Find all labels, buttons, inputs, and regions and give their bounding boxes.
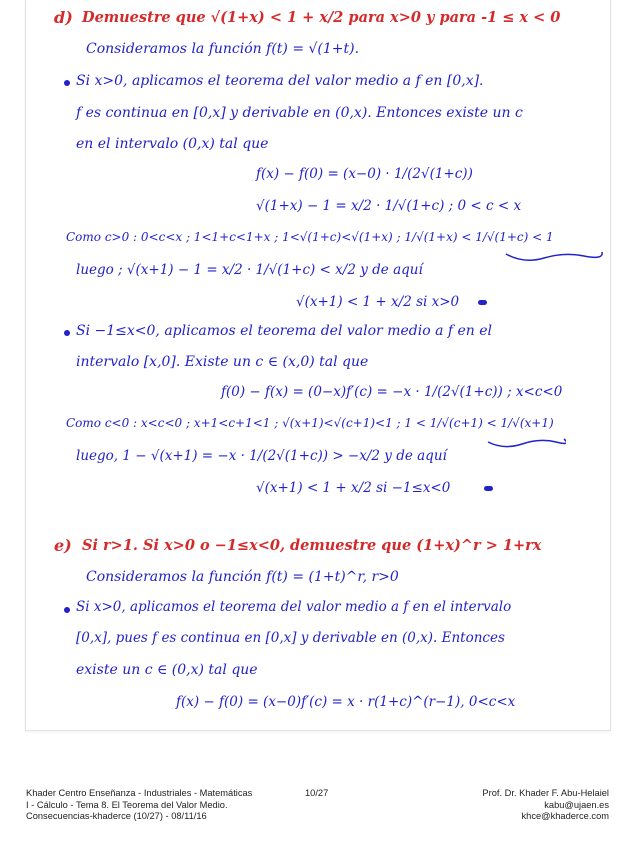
mvt-equation-e: f(x) − f(0) = (x−0)f′(c) = x · r(1+c)^(r−1), 0<c<x [176,694,516,710]
continuity-statement: f es continua en [0,x] y derivable en (0,x). Entonces existe un c [76,105,523,121]
footer-email-1: kabu@ujaen.es [544,799,609,810]
footer-page-number: 10/27 [305,788,329,798]
bullet-icon [64,330,70,336]
result-negative: √(x+1) < 1 + x/2 si −1≤x<0 [256,480,451,496]
function-definition: Consideramos la función f(t) = √(1+t). [86,41,360,57]
case-negative-intro: Si −1≤x<0, aplicamos el teorema del valor medio a f en el [76,323,493,339]
footer-email-2: khce@khaderce.com [521,811,609,821]
end-mark-icon [484,486,493,491]
interval-statement: en el intervalo (0,x) tal que [76,136,269,152]
bullet-icon [64,607,70,613]
luego-positive: luego ; √(x+1) − 1 = x/2 · 1/√(1+c) < x/2 y de aquí [76,262,423,278]
footer-author-block [482,788,609,823]
part-d-statement: Demuestre que √(1+x) < 1 + x/2 para x>0 y para -1 ≤ x < 0 [82,9,561,26]
part-d-label: d) [54,8,73,27]
sqrt-equation: √(1+x) − 1 = x/2 · 1/√(1+c) ; 0 < c < x [256,198,522,214]
bullet-icon [64,80,70,86]
luego-negative: luego, 1 − √(x+1) = −x · 1/(2√(1+c)) > −x/2 y de aquí [76,448,447,464]
footer-course-info: Khader Centro Enseñanza - Industriales - Matemáticas I - Cálculo - Tema 8. El Teorema del Valor Medio. Consecuencias-khaderce (10/27) - 08/11/16 [26,788,253,821]
inequality-chain-positive: Como c>0 : 0<c<x ; 1<1+c<1+x ; 1<√(1+c)<√(1+x) ; 1/√(1+x) < 1/√(1+c) < 1 [66,230,554,244]
result-positive: √(x+1) < 1 + x/2 si x>0 [296,294,460,310]
case-negative-interval: intervalo [x,0]. Existe un c ∈ (x,0) tal que [76,354,369,370]
note-page [25,0,611,731]
interval-statement-e: existe un c ∈ (0,x) tal que [76,662,258,678]
page-footer [0,788,635,848]
inequality-chain-negative: Como c<0 : x<c<0 ; x+1<c+1<1 ; √(x+1)<√(c+1)<1 ; 1 < 1/√(c+1) < 1/√(x+1) [66,416,554,430]
part-e-label: e) [54,536,72,555]
end-mark-icon [478,300,487,305]
case-positive-intro: Si x>0, aplicamos el teorema del valor medio a f en [0,x]. [76,73,484,89]
mvt-equation-negative: f(0) − f(x) = (0−x)f′(c) = −x · 1/(2√(1+c)) ; x<c<0 [221,384,563,400]
underline-wave-icon [486,436,566,452]
function-definition-e: Consideramos la función f(t) = (1+t)^r, r>0 [86,569,399,585]
part-e-statement: Si r>1. Si x>0 o −1≤x<0, demuestre que (1+x)^r > 1+rx [82,537,542,554]
footer-author: Prof. Dr. Khader F. Abu-Helaiel [482,788,609,798]
mvt-equation: f(x) − f(0) = (x−0) · 1/(2√(1+c)) [256,166,473,182]
case-positive-intro-e: Si x>0, aplicamos el teorema del valor medio a f en el intervalo [76,599,512,615]
continuity-statement-e: [0,x], pues f es continua en [0,x] y derivable en (0,x). Entonces [76,630,505,646]
underline-wave-icon [504,250,604,266]
